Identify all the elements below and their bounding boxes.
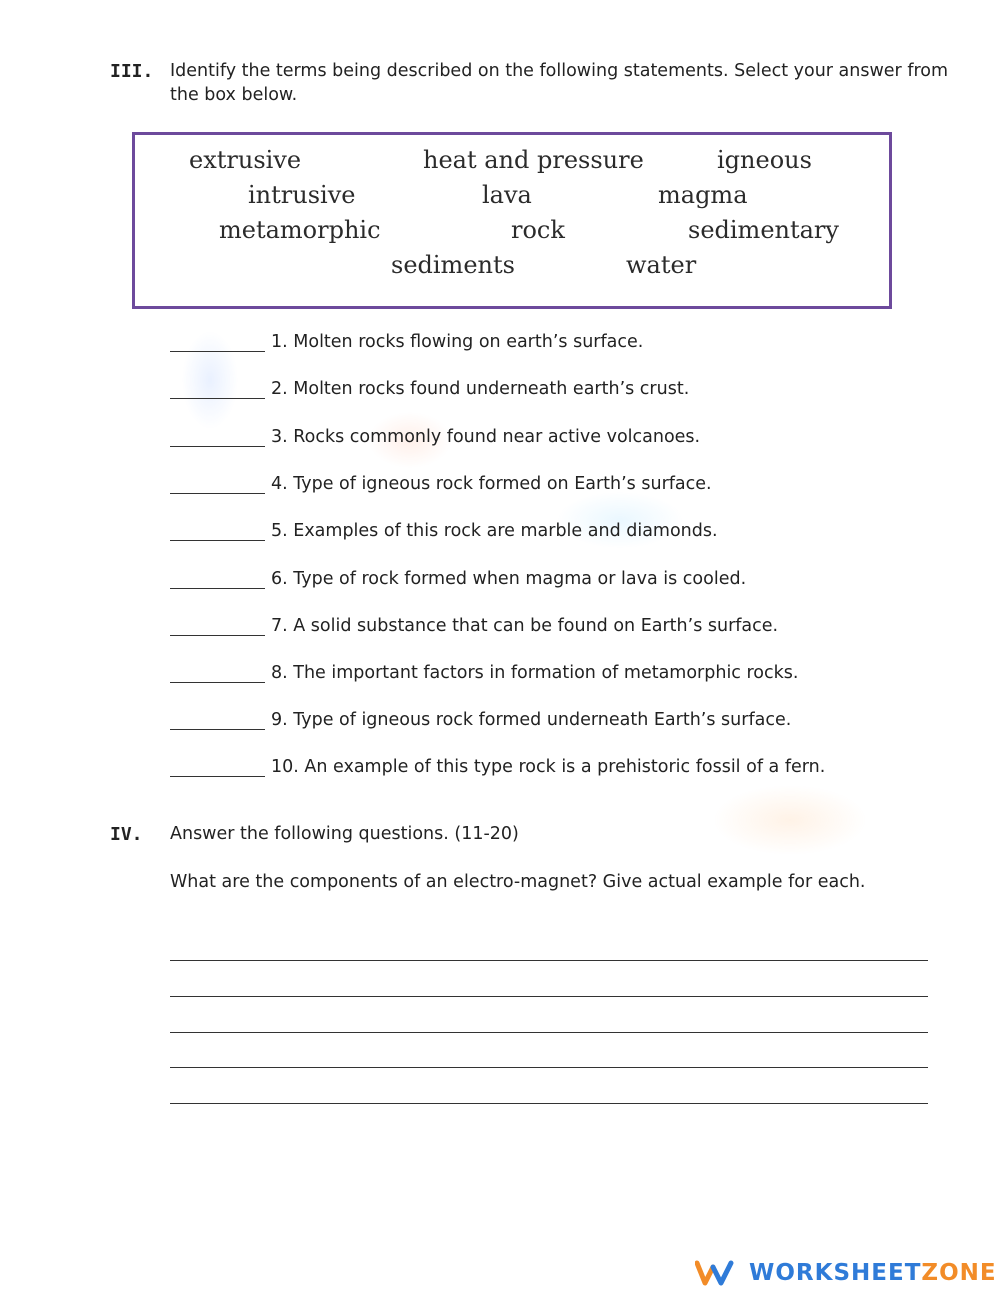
- answer-line-3[interactable]: [170, 1032, 928, 1033]
- answer-blank-4[interactable]: [170, 480, 265, 494]
- question-text-2: 2. Molten rocks found underneath earth’s crust.: [271, 379, 690, 399]
- answer-blank-1[interactable]: [170, 338, 265, 352]
- section-3-instructions-line-2: the box below.: [170, 85, 298, 105]
- question-item-6: [170, 563, 746, 589]
- question-text-4: 4. Type of igneous rock formed on Earth’s surface.: [271, 474, 712, 494]
- section-4-instructions: Answer the following questions. (11-20): [170, 824, 519, 844]
- section-4-question: What are the components of an electro-magnet? Give actual example for each.: [170, 872, 866, 892]
- answer-blank-3[interactable]: [170, 433, 265, 447]
- question-item-8: [170, 657, 798, 683]
- answer-blank-2[interactable]: [170, 385, 265, 399]
- word-extrusive: extrusive: [189, 146, 302, 174]
- word-heat-and-pressure: heat and pressure: [423, 146, 644, 174]
- word-sediments: sediments: [391, 251, 515, 279]
- answer-blank-8[interactable]: [170, 669, 265, 683]
- answer-blank-10[interactable]: [170, 763, 265, 777]
- section-3-number: III.: [110, 61, 154, 82]
- question-text-7: 7. A solid substance that can be found on Earth’s surface.: [271, 616, 779, 636]
- question-text-9: 9. Type of igneous rock formed underneath Earth’s surface.: [271, 710, 792, 730]
- question-item-3: [170, 421, 700, 447]
- answer-line-5[interactable]: [170, 1103, 928, 1104]
- word-magma: magma: [658, 181, 748, 209]
- word-intrusive: intrusive: [248, 181, 356, 209]
- answer-blank-5[interactable]: [170, 527, 265, 541]
- question-text-10: 10. An example of this type rock is a prehistoric fossil of a fern.: [271, 757, 826, 777]
- question-item-5: [170, 515, 718, 541]
- question-item-7: [170, 610, 778, 636]
- question-text-6: 6. Type of rock formed when magma or lava is cooled.: [271, 569, 747, 589]
- word-bank-box: [132, 132, 892, 309]
- answer-line-4[interactable]: [170, 1067, 928, 1068]
- answer-blank-9[interactable]: [170, 716, 265, 730]
- section-3-instructions-line-1: Identify the terms being described on the following statements. Select your answer from: [170, 61, 949, 81]
- worksheetzone-w-icon: [695, 1259, 735, 1287]
- question-text-3: 3. Rocks commonly found near active volcanoes.: [271, 427, 701, 447]
- answer-line-2[interactable]: [170, 996, 928, 997]
- word-rock: rock: [511, 216, 565, 244]
- word-water: water: [626, 251, 697, 279]
- word-igneous: igneous: [717, 146, 812, 174]
- question-item-4: [170, 468, 712, 494]
- question-text-8: 8. The important factors in formation of metamorphic rocks.: [271, 663, 799, 683]
- logo-text-worksheet: WORKSHEET: [749, 1260, 922, 1286]
- question-item-2: [170, 373, 689, 399]
- word-metamorphic: metamorphic: [219, 216, 381, 244]
- answer-blank-7[interactable]: [170, 622, 265, 636]
- question-text-5: 5. Examples of this rock are marble and diamonds.: [271, 521, 718, 541]
- logo-text-zone: ZONE: [921, 1260, 997, 1286]
- question-item-10: [170, 751, 825, 777]
- question-item-1: [170, 326, 643, 352]
- question-item-9: [170, 704, 791, 730]
- word-lava: lava: [482, 181, 532, 209]
- section-4-number: IV.: [110, 824, 143, 845]
- answer-blank-6[interactable]: [170, 575, 265, 589]
- word-sedimentary: sedimentary: [688, 216, 839, 244]
- question-text-1: 1. Molten rocks flowing on earth’s surface.: [271, 332, 644, 352]
- worksheetzone-logo: [695, 1258, 997, 1288]
- answer-line-1[interactable]: [170, 960, 928, 961]
